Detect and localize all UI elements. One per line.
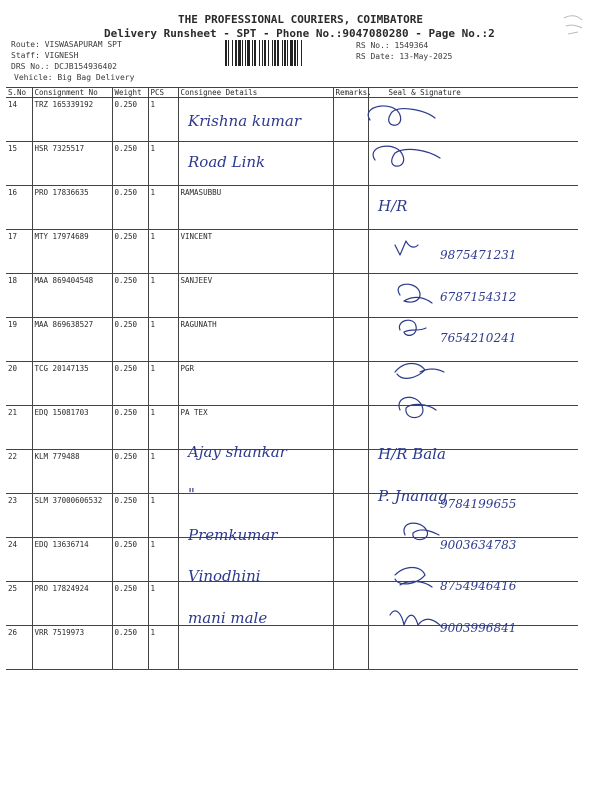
- cell-sno: 16: [6, 186, 32, 230]
- cell-pcs: 1: [148, 142, 178, 186]
- handwritten-signature-text: H/R Bala: [378, 445, 446, 464]
- cell-sno: 14: [6, 98, 32, 142]
- cell-consignment: TRZ 165339192: [32, 98, 112, 142]
- cell-consignment: VRR 7519973: [32, 626, 112, 670]
- cell-consignment: PRO 17824924: [32, 582, 112, 626]
- cell-weight: 0.250: [112, 362, 148, 406]
- drs-number: DRS No.: DCJB154936402: [11, 62, 117, 71]
- cell-pcs: 1: [148, 406, 178, 450]
- handwritten-phone: 8754946416: [440, 579, 517, 594]
- cell-sno: 21: [6, 406, 32, 450]
- handwritten-phone: 9784199655: [440, 496, 517, 511]
- cell-weight: 0.250: [112, 142, 148, 186]
- cell-pcs: 1: [148, 98, 178, 142]
- cell-sno: 20: [6, 362, 32, 406]
- cell-consignee: PGR: [178, 362, 333, 406]
- signature-scribble: [399, 320, 426, 335]
- handwritten-phone: 7654210241: [440, 331, 517, 345]
- handwritten-phone: 9875471231: [440, 248, 517, 263]
- rs-number: RS No.: 1549364: [356, 41, 429, 50]
- cell-sno: 17: [6, 230, 32, 274]
- cell-sno: 26: [6, 626, 32, 670]
- signature-scribble: [395, 364, 444, 379]
- signature-scribble: [399, 397, 436, 417]
- handwritten-consignee: Vinodhini: [188, 567, 261, 586]
- handwritten-phone: 6787154312: [440, 289, 517, 304]
- cell-weight: 0.250: [112, 538, 148, 582]
- cell-consignee: RAMASUBBU: [178, 186, 333, 230]
- signature-scribble: [395, 568, 432, 588]
- col-sno: S.No: [6, 88, 32, 98]
- cell-consignment: SLM 37000606532: [32, 494, 112, 538]
- handwritten-signature-text: P. Jnanag: [378, 486, 448, 505]
- signature-scribble: [368, 106, 435, 125]
- cell-pcs: 1: [148, 274, 178, 318]
- cell-pcs: 1: [148, 582, 178, 626]
- cell-consignee: VINCENT: [178, 230, 333, 274]
- rs-date: RS Date: 13-May-2025: [356, 52, 453, 61]
- cell-consignee: RAGUNATH: [178, 318, 333, 362]
- cell-weight: 0.250: [112, 318, 148, 362]
- cell-consignment: MAA 869404548: [32, 274, 112, 318]
- cell-consignee: SANJEEV: [178, 274, 333, 318]
- handwritten-consignee: ": [188, 484, 195, 503]
- cell-weight: 0.250: [112, 450, 148, 494]
- handwritten-signature-text: H/R: [378, 196, 408, 215]
- col-pcs: PCS: [148, 88, 178, 98]
- staff-label: Staff: VIGNESH: [11, 51, 79, 60]
- company-title: THE PROFESSIONAL COURIERS, COIMBATORE: [178, 13, 424, 26]
- signature-scribble: [373, 146, 440, 166]
- col-consignment: Consignment No: [32, 88, 112, 98]
- cell-weight: 0.250: [112, 406, 148, 450]
- runsheet-title: Delivery Runsheet - SPT - Phone No.:9047080280 - Page No.:2: [104, 27, 495, 40]
- col-consignee: Consignee Details: [178, 88, 333, 98]
- cell-sno: 25: [6, 582, 32, 626]
- cell-weight: 0.250: [112, 626, 148, 670]
- cell-consignment: PRO 17836635: [32, 186, 112, 230]
- cell-consignment: TCG 20147135: [32, 362, 112, 406]
- col-remarks: Remarks.: [333, 88, 368, 98]
- handwritten-consignee: Ajay shankar: [188, 443, 287, 462]
- handwritten-consignee: Road Link: [188, 153, 266, 172]
- cell-sno: 15: [6, 142, 32, 186]
- signature-scribble: [404, 523, 439, 539]
- handwritten-phone: 9003996841: [440, 620, 517, 635]
- col-weight: Weight: [112, 88, 148, 98]
- col-signature: Seal & Signature: [368, 88, 578, 98]
- cell-pcs: 1: [148, 362, 178, 406]
- cell-consignment: MAA 869638527: [32, 318, 112, 362]
- cell-pcs: 1: [148, 538, 178, 582]
- signature-scribble: [398, 284, 432, 303]
- cell-consignment: MTY 17974689: [32, 230, 112, 274]
- cell-sno: 18: [6, 274, 32, 318]
- cell-consignment: HSR 7325517: [32, 142, 112, 186]
- handwritten-phone: 9003634783: [440, 538, 517, 552]
- route-label: Route: VISWASAPURAM SPT: [11, 40, 122, 49]
- cell-sno: 19: [6, 318, 32, 362]
- cell-consignee: PA TEX: [178, 406, 333, 450]
- handwritten-consignee: Krishna kumar: [188, 112, 301, 130]
- cell-sno: 24: [6, 538, 32, 582]
- cell-pcs: 1: [148, 626, 178, 670]
- cell-weight: 0.250: [112, 582, 148, 626]
- cell-weight: 0.250: [112, 274, 148, 318]
- cell-consignment: EDQ 13636714: [32, 538, 112, 582]
- cell-pcs: 1: [148, 318, 178, 362]
- signature-scribble: [390, 611, 442, 627]
- cell-sno: 23: [6, 494, 32, 538]
- vehicle-label: Vehicle: Big Bag Delivery: [14, 73, 135, 82]
- cell-pcs: 1: [148, 186, 178, 230]
- handwritten-consignee: Premkumar: [188, 526, 278, 544]
- cell-sno: 22: [6, 450, 32, 494]
- cell-weight: 0.250: [112, 494, 148, 538]
- cell-consignment: EDQ 15081703: [32, 406, 112, 450]
- handwritten-consignee: mani male: [188, 608, 268, 627]
- signature-scribble: [395, 241, 418, 255]
- cell-weight: 0.250: [112, 186, 148, 230]
- cell-pcs: 1: [148, 450, 178, 494]
- cell-weight: 0.250: [112, 230, 148, 274]
- cell-pcs: 1: [148, 230, 178, 274]
- cell-weight: 0.250: [112, 98, 148, 142]
- cell-pcs: 1: [148, 494, 178, 538]
- cell-consignment: KLM 779488: [32, 450, 112, 494]
